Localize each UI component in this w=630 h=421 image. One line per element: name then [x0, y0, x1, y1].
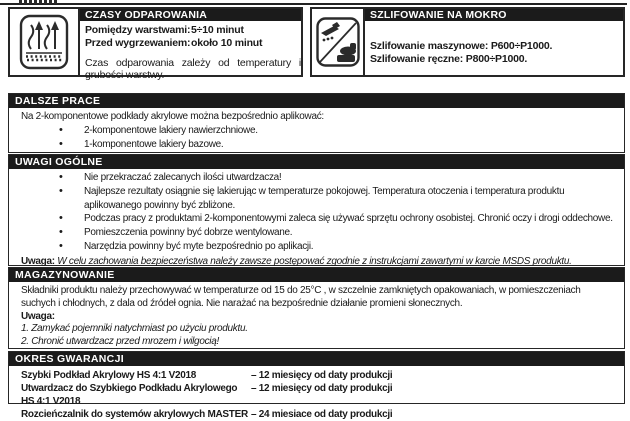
- product-name: Utwardzacz do Szybkiego Podkładu Akrylowego HS 4:1 V2018: [21, 383, 238, 407]
- list-item: • Podczas pracy z produktami 2-komponentowymi zaleca się używać sprzętu ochrony osobistej. Chronić oczy i drogi oddechowe.: [21, 212, 616, 226]
- section-header: OKRES GWARANCJI: [9, 352, 624, 366]
- clipped-scan-artifact: [19, 0, 57, 4]
- note-text: W celu zachowania bezpieczeństwa należy zawsze postępować zgodnie z instrukcjami zawartymi w karcie MSDS produktu.: [57, 255, 572, 267]
- evaporation-icon-cell: [10, 9, 80, 75]
- list-item: • Najlepsze rezultaty osiągnie się lakierując w temperaturze pokojowej. Temperatura otoczenia i temperatura produktu aplikowanego powinny być zbliżone.: [21, 185, 616, 213]
- wet-sanding-header: SZLIFOWANIE NA MOKRO: [365, 9, 623, 21]
- list-item: • 2-komponentowe lakiery nawierzchniowe.: [21, 124, 616, 138]
- evaporation-note: Czas odparowania zależy od temperatury i grubości warstwy.: [85, 57, 301, 81]
- top-rule: [0, 3, 627, 5]
- note-label: Uwaga:: [21, 255, 55, 267]
- product-name: Szybki Podkład Akrylowy HS 4:1 V2018: [21, 370, 197, 381]
- section-header: UWAGI OGÓLNE: [9, 155, 624, 169]
- evaporation-row: [85, 24, 297, 37]
- row-value: około 10 minut: [191, 36, 263, 49]
- row-value: 5÷10 minut: [191, 24, 244, 36]
- list-item: • Pomieszczenia powinny być dobrze wentylowane.: [21, 226, 616, 240]
- warranty-row: [21, 408, 616, 421]
- section-magazynowanie: [8, 267, 625, 349]
- warranty-period: – 12 miesięcy od daty produkcji: [251, 370, 393, 381]
- section-header: MAGAZYNOWANIE: [9, 268, 624, 282]
- wet-sanding-content: [365, 9, 623, 75]
- storage-paragraph: Składniki produktu należy przechowywać w temperaturze od 15 do 25°C , w szczelnie zamkniętych opakowaniach, w pomieszczeniach suchych i chłodnych, z dala od źródeł ognia. Nie narażać na bezpośrednie działanie promieni słonecznych.: [21, 285, 581, 309]
- wet-sanding-box: [310, 7, 625, 77]
- evaporation-icon: [18, 13, 70, 71]
- warranty-row: [21, 382, 616, 408]
- evaporation-header: CZASY ODPAROWANIA: [80, 9, 301, 21]
- evaporation-row: [85, 37, 297, 50]
- evaporation-content: [80, 9, 301, 81]
- sanding-line: Szlifowanie ręczne: P800÷P1000.: [370, 53, 528, 65]
- storage-item: 2. Chronić utwardzacz przed mrozem i wilgocią!: [21, 335, 219, 347]
- row-label: Przed wygrzewaniem:: [85, 36, 191, 49]
- list-item: • 1-komponentowe lakiery bazowe.: [21, 138, 616, 152]
- warranty-period: – 24 miesiace od daty produkcji: [251, 409, 393, 420]
- list-item: • Nie przekraczać zalecanych ilości utwardzacza!: [21, 171, 616, 185]
- dalsze-intro: Na 2-komponentowe podkłady akrylowe można bezpośrednio aplikować:: [21, 111, 324, 122]
- product-name: Rozcieńczalnik do systemów akrylowych MASTER: [21, 409, 248, 420]
- storage-note-label: Uwaga:: [21, 311, 55, 322]
- warranty-row: [21, 369, 616, 382]
- section-okres-gwarancji: [8, 351, 625, 420]
- msds-note: [21, 255, 616, 268]
- section-dalsze-prace: [8, 93, 625, 153]
- wet-sanding-icon-cell: [312, 9, 365, 75]
- sanding-line: Szlifowanie maszynowe: P600÷P1000.: [370, 40, 553, 52]
- section-uwagi-ogolne: [8, 154, 625, 266]
- storage-item: 1. Zamykać pojemniki natychmiast po użyciu produktu.: [21, 323, 248, 334]
- wet-sanding-icon: [315, 16, 361, 68]
- section-header: DALSZE PRACE: [9, 94, 624, 108]
- row-label: Pomiędzy warstwami:: [85, 24, 191, 36]
- evaporation-box: [8, 7, 303, 81]
- warranty-period: – 12 miesięcy od daty produkcji: [251, 383, 393, 394]
- list-item: • Narzędzia powinny być myte bezpośrednio po aplikacji.: [21, 240, 616, 254]
